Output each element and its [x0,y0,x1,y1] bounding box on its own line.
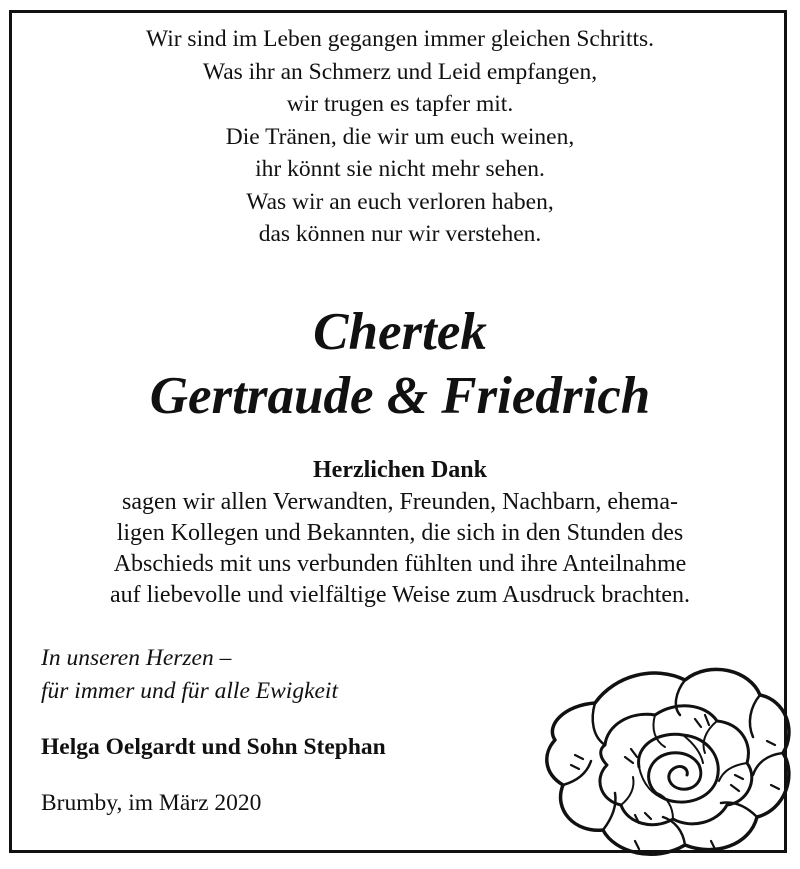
motto [41,642,338,708]
poem-line: Wir sind im Leben gegangen immer gleichen Schritts. [145,26,655,52]
poem-line: Was ihr an Schmerz und Leid empfangen, [202,58,598,85]
poem-verse [0,23,800,251]
signature: Helga Oelgardt und Sohn Stephan [41,734,386,760]
poem-line: ihr könnt sie nicht mehr sehen. [255,156,545,182]
deceased-surname: Chertek [313,303,487,361]
thanks-line: ligen Kollegen und Bekannten, die sich in den Stunden des [116,520,684,546]
thanks-title: Herzlichen Dank [313,457,487,483]
poem-line: Die Tränen, die wir um euch weinen, [225,123,575,150]
thanks-line: Abschieds mit uns verbunden fühlten und ihre Anteilnahme [113,551,687,577]
poem-line: Was wir an euch verloren haben, [246,188,554,215]
place-date: Brumby, im März 2020 [41,790,262,816]
thanks-line: auf liebevolle und vielfältige Weise zum Ausdruck brachten. [109,582,691,608]
rose-icon [535,645,797,867]
poem-line: wir trugen es tapfer mit. [286,91,514,117]
motto-line: In unseren Herzen – [41,645,232,671]
deceased-names [0,300,800,428]
poem-line: das können nur wir verstehen. [258,221,542,247]
thanks-text [0,487,800,611]
motto-line: für immer und für alle Ewigkeit [41,678,338,704]
deceased-first-names: Gertraude & Friedrich [149,367,651,425]
thanks-line: sagen wir allen Verwandten, Freunden, Nachbarn, ehema- [121,489,678,515]
